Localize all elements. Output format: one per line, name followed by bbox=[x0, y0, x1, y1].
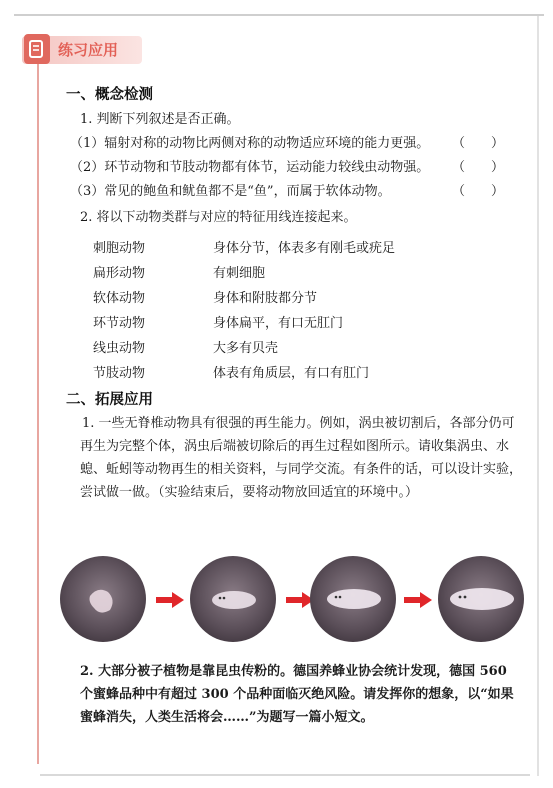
animal-group-3[interactable]: 软体动物 bbox=[93, 291, 146, 306]
judgement-item-1: （1）辐射对称的动物比两侧对称的动物适应环境的能力更强。 bbox=[70, 136, 430, 151]
regeneration-photo-3 bbox=[310, 556, 396, 642]
animal-group-4[interactable]: 环节动物 bbox=[93, 316, 146, 331]
extension-paragraph-1: 1. 一些无脊椎动物具有很强的再生能力。例如，涡虫被切割后，各部分仍可再生为完整个体，涡虫后端被切除后的再生过程如图所示。请收集涡虫、水螅、蚯蚓等动物再生的相关资料，与同学交流。有条件的话，可以设计实验，尝试做一做。（实验结束后，要将动物放回适宜的环境中。） bbox=[80, 416, 523, 500]
answer-bracket-2[interactable]: （ ） bbox=[452, 160, 505, 175]
judgement-item-3: （3）常见的鲍鱼和鱿鱼都不是“鱼”，而属于软体动物。 bbox=[70, 184, 391, 199]
animal-group-2[interactable]: 扁形动物 bbox=[93, 266, 146, 281]
feature-5[interactable]: 大多有贝壳 bbox=[213, 341, 279, 356]
animal-group-5[interactable]: 线虫动物 bbox=[93, 341, 146, 356]
feature-1[interactable]: 身体分节，体表多有刚毛或疣足 bbox=[213, 241, 396, 256]
section-title-extended-application: 二、拓展应用 bbox=[66, 392, 153, 408]
question-2-prompt: 2. 将以下动物类群与对应的特征用线连接起来。 bbox=[80, 210, 357, 225]
animal-group-1[interactable]: 刺胞动物 bbox=[93, 241, 146, 256]
arrow-right-icon bbox=[156, 592, 184, 608]
feature-3[interactable]: 身体和附肢都分节 bbox=[213, 291, 318, 306]
question-1-prompt: 1. 判断下列叙述是否正确。 bbox=[80, 112, 240, 127]
animal-group-6[interactable]: 节肢动物 bbox=[93, 366, 146, 381]
feature-6[interactable]: 体表有角质层，有口有肛门 bbox=[213, 366, 370, 381]
planarian-regeneration-figure bbox=[60, 556, 530, 646]
answer-bracket-3[interactable]: （ ） bbox=[452, 184, 505, 199]
margin-rule bbox=[37, 64, 39, 764]
arrow-right-icon bbox=[404, 592, 432, 608]
regeneration-photo-2 bbox=[190, 556, 276, 642]
judgement-item-2: （2）环节动物和节肢动物都有体节，运动能力较线虫动物强。 bbox=[70, 160, 430, 175]
page-edge bbox=[537, 16, 539, 776]
section-header-title: 练习应用 bbox=[58, 41, 119, 59]
regeneration-photo-1 bbox=[60, 556, 146, 642]
page-edge bbox=[14, 14, 544, 16]
feature-2[interactable]: 有刺细胞 bbox=[213, 266, 266, 281]
page-edge bbox=[40, 774, 530, 776]
section-title-concept-check: 一、概念检测 bbox=[66, 87, 153, 103]
answer-bracket-1[interactable]: （ ） bbox=[452, 136, 505, 151]
pencil-book-icon bbox=[24, 34, 50, 64]
feature-4[interactable]: 身体扁平，有口无肛门 bbox=[213, 316, 344, 331]
regeneration-photo-4 bbox=[438, 556, 524, 642]
extension-paragraph-2: 2. 大部分被子植物是靠昆虫传粉的。德国养蜂业协会统计发现，德国 560 个蜜蜂品种中有超过 300 个品种面临灭绝风险。请发挥你的想象，以“如果蜜蜂消失，人类生活将会……”为题写一篇小短文。 bbox=[80, 664, 514, 725]
